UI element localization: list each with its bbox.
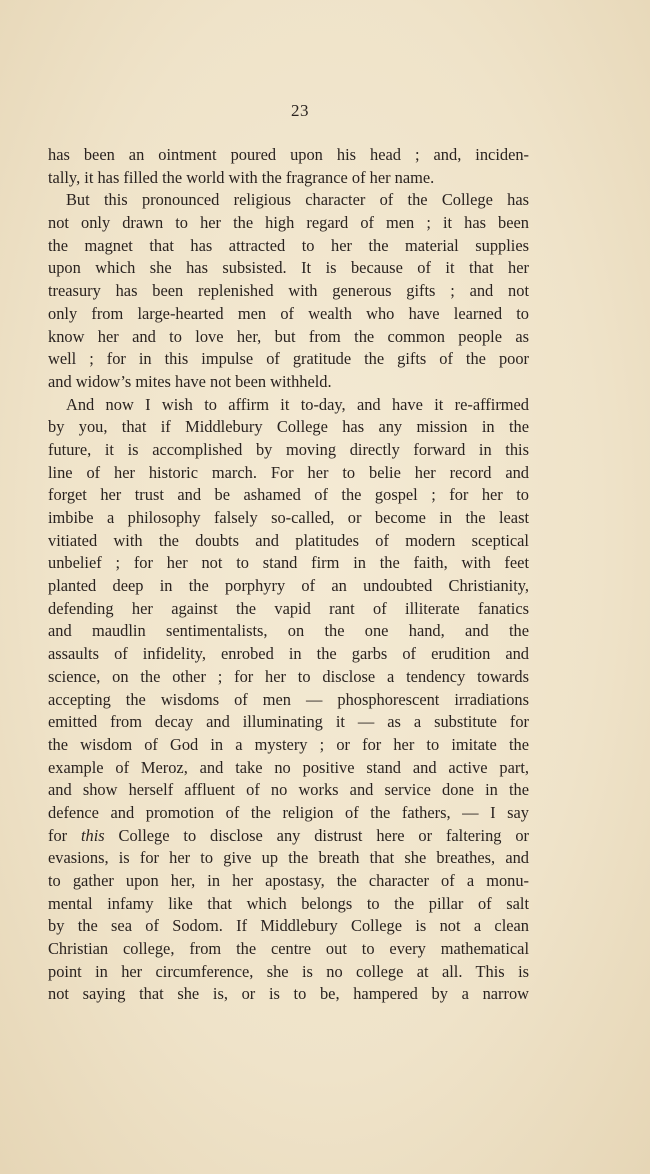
text-line: and widow’s mites have not been withheld. bbox=[48, 371, 332, 391]
text-line: science, on the other ; for her to disclose a tendency towards bbox=[48, 666, 529, 686]
page-number: 23 bbox=[291, 101, 309, 120]
text-line: assaults of infidelity, enrobed in the garbs of erudition and bbox=[48, 644, 529, 664]
text-line: And now I wish to affirm it to-day, and have it re-affirmed bbox=[66, 394, 529, 414]
text-line: and show herself affluent of no works and service done in the bbox=[48, 780, 529, 800]
text-line: know her and to love her, but from the common people as bbox=[48, 326, 529, 346]
text-line: not only drawn to her the high regard of men ; it has been bbox=[48, 213, 529, 233]
text-line: and maudlin sentimentalists, on the one hand, and the bbox=[48, 621, 529, 641]
text-line: for this College to disclose any distrust here or faltering or bbox=[48, 825, 529, 845]
text-line: line of her historic march. For her to belie her record and bbox=[48, 462, 529, 482]
text-line: imbibe a philosophy falsely so-called, or become in the least bbox=[48, 508, 529, 527]
text-line: the wisdom of God in a mystery ; or for her to imitate the bbox=[48, 734, 529, 754]
text-line: defence and promotion of the religion of the fathers, — I say bbox=[48, 802, 529, 822]
text-line: But this pronounced religious character of the College has bbox=[66, 190, 529, 210]
text-line: forget her trust and be ashamed of the gospel ; for her to bbox=[48, 485, 529, 505]
text-line: the magnet that has attracted to her the material supplies bbox=[48, 235, 529, 255]
text-line: example of Meroz, and take no positive stand and active part, bbox=[48, 757, 529, 777]
text-line: by the sea of Sodom. If Middlebury College is not a clean bbox=[48, 916, 529, 936]
text-line: Christian college, from the centre out to every mathematical bbox=[48, 939, 529, 959]
text-line: defending her against the vapid rant of illiterate fanatics bbox=[48, 598, 529, 618]
body-text bbox=[48, 144, 529, 1006]
paragraph bbox=[48, 144, 529, 189]
text-line: mental infamy like that which belongs to the pillar of salt bbox=[48, 893, 529, 913]
text-line: planted deep in the porphyry of an undoubted Christianity, bbox=[48, 576, 529, 596]
text-line: by you, that if Middlebury College has any mission in the bbox=[48, 417, 529, 437]
text-line: to gather upon her, in her apostasy, the character of a monu- bbox=[48, 871, 529, 890]
text-line: treasury has been replenished with generous gifts ; and not bbox=[48, 281, 529, 301]
text-line: accepting the wisdoms of men — phosphorescent irradiations bbox=[48, 689, 529, 709]
paragraph bbox=[48, 394, 529, 1007]
text-line: future, it is accomplished by moving directly forward in this bbox=[48, 439, 529, 459]
text-line: emitted from decay and illuminating it — as a substitute for bbox=[48, 712, 529, 732]
paragraph bbox=[48, 189, 529, 393]
text-line: has been an ointment poured upon his head ; and, inciden- bbox=[48, 145, 529, 164]
text-line: evasions, is for her to give up the breath that she breathes, and bbox=[48, 848, 529, 868]
text-line: vitiated with the doubts and platitudes of modern sceptical bbox=[48, 530, 529, 550]
text-line: unbelief ; for her not to stand firm in the faith, with feet bbox=[48, 553, 529, 573]
text-line: upon which she has subsisted. It is because of it that her bbox=[48, 258, 529, 278]
text-line: point in her circumference, she is no college at all. This is bbox=[48, 961, 529, 981]
text-line: not saying that she is, or is to be, hampered by a narrow bbox=[48, 984, 529, 1004]
text-line: only from large-hearted men of wealth who have learned to bbox=[48, 303, 529, 323]
text-line: well ; for in this impulse of gratitude the gifts of the poor bbox=[48, 349, 529, 369]
text-line: tally, it has filled the world with the fragrance of her name. bbox=[48, 167, 435, 187]
emphasized-word: this bbox=[80, 825, 105, 845]
